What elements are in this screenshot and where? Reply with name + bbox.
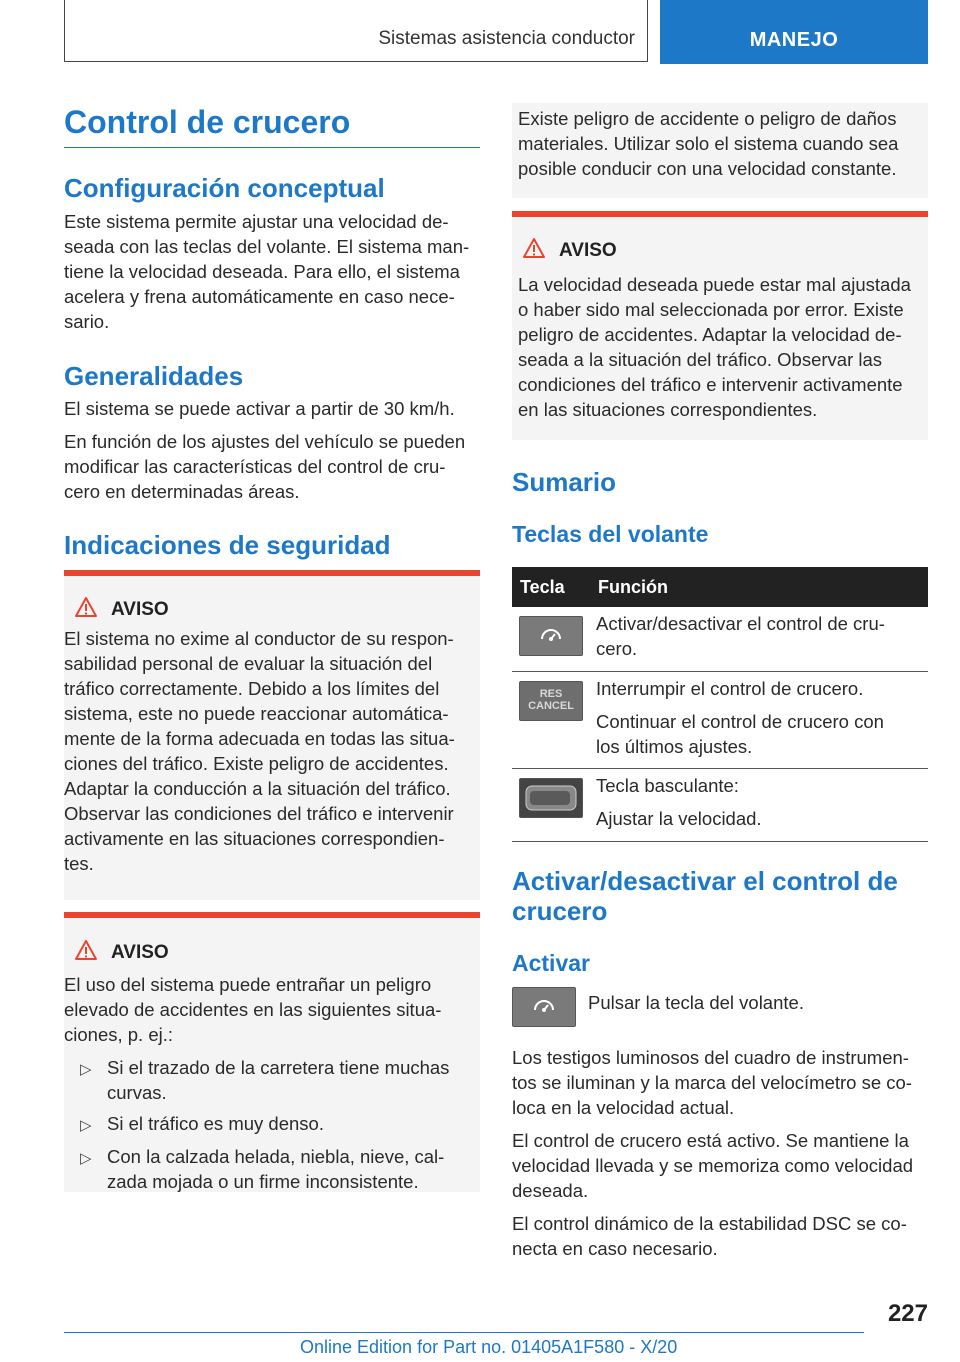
warning-line: El sistema no exime al conductor de su respon- [64, 628, 454, 649]
body-line: velocidad llevada y se memoriza como velocidad [512, 1155, 914, 1176]
bullet-line: Con la calzada helada, niebla, nieve, cal- [107, 1146, 445, 1167]
bullet-triangle-icon: ▷ [80, 1150, 92, 1167]
concept-line-3: acelera y frena automáticamente en caso nece- [64, 286, 455, 307]
warning-bar [512, 211, 928, 217]
bullet-line: Si el tráfico es muy denso. [107, 1113, 324, 1134]
keys-heading: Teclas del volante [512, 521, 709, 547]
function-line: los últimos ajustes. [596, 736, 753, 757]
table-header-row [512, 567, 928, 607]
warning-line: tráfico correctamente. Debido a los límites del [64, 678, 440, 699]
warning-triangle-icon [74, 939, 98, 961]
bullet-triangle-icon: ▷ [80, 1117, 92, 1134]
general-p2-line-0: En función de los ajustes del vehículo se pueden [64, 431, 466, 452]
section-title-box [64, 0, 648, 62]
body-line: El control dinámico de la estabilidad DSC se co- [512, 1213, 907, 1234]
table-row [512, 607, 928, 672]
cruise-control-icon [520, 617, 582, 655]
warning-line: sabilidad personal de evaluar la situación del [64, 653, 433, 674]
warning-line: elevado de accidentes en las siguientes situa- [64, 999, 442, 1020]
bullet-line: zada mojada o un firme inconsistente. [107, 1171, 419, 1192]
warning-line: peligro de accidentes. Adaptar la velocidad de- [518, 324, 902, 345]
concept-line-4: sario. [64, 311, 110, 332]
page-header [64, 0, 928, 64]
cruise-control-key [512, 987, 576, 1027]
chapter-tab-label: MANEJO [749, 29, 839, 51]
body-line: necta en caso necesario. [512, 1238, 718, 1259]
activar-text: Pulsar la tecla del volante. [588, 992, 804, 1013]
edition-text: Online Edition for Part no. 01405A1F580 - X/20 [300, 1337, 678, 1357]
concept-heading: Configuración conceptual [64, 173, 385, 203]
table-cell-function [590, 607, 928, 672]
warning-box-1 [64, 570, 480, 900]
activate-heading [512, 866, 898, 926]
warning-line: posible conducir con una velocidad constante. [518, 158, 897, 179]
function-line: Tecla basculante: [596, 775, 739, 796]
table-header-key: Tecla [512, 567, 590, 607]
res-cancel-key [519, 681, 583, 721]
function-line: Activar/desactivar el control de cru- [596, 613, 885, 634]
rocker-switch-key [519, 778, 583, 818]
res-cancel-icon [520, 688, 582, 712]
activar-heading: Activar [512, 950, 590, 976]
footer-rule [64, 1332, 864, 1333]
body-line: loca en la velocidad actual. [512, 1097, 735, 1118]
warning-line: Existe peligro de accidente o peligro de daños [518, 108, 897, 129]
concept-line-0: Este sistema permite ajustar una velocidad de- [64, 211, 449, 232]
warning-line: La velocidad deseada puede estar mal ajustada [518, 274, 911, 295]
general-p2-line-1: modificar las características del control de cru- [64, 456, 446, 477]
warning-line: tes. [64, 853, 94, 874]
warning-bar [64, 912, 480, 918]
warning-line: activamente en las situaciones correspondien- [64, 828, 445, 849]
body-line: Los testigos luminosos del cuadro de instrumen- [512, 1047, 909, 1068]
warning-triangle-icon [522, 237, 546, 259]
warning-line: o haber sido mal seleccionada por error. Existe [518, 299, 904, 320]
rocker-switch-icon [520, 779, 582, 817]
general-paragraph-1: El sistema se puede activar a partir de 30 km/h. [64, 398, 455, 419]
function-line: cero. [596, 638, 638, 659]
warning-box-2 [64, 912, 480, 1192]
concept-line-1: seada con las teclas del volante. El sistema man- [64, 236, 470, 257]
cancel-label: CANCEL [528, 700, 574, 712]
safety-heading: Indicaciones de seguridad [64, 530, 391, 560]
warning-title: AVISO [559, 240, 617, 261]
summary-heading: Sumario [512, 467, 617, 497]
keys-table [512, 567, 928, 842]
warning-continuation [512, 103, 928, 198]
warning-triangle-icon [74, 596, 98, 618]
page-title: Control de crucero [64, 104, 351, 140]
warning-line: mente de la forma adecuada en todas las situa- [64, 728, 455, 749]
table-cell-function [590, 672, 928, 769]
warning-line: materiales. Utilizar solo el sistema cuando sea [518, 133, 899, 154]
warning-title: AVISO [111, 942, 169, 963]
warning-line: Observar las condiciones del tráfico e intervenir [64, 803, 454, 824]
function-line: Ajustar la velocidad. [596, 808, 762, 829]
table-header-function: Función [590, 567, 928, 607]
activate-heading-line: Activar/desactivar el control de [512, 866, 898, 896]
table-cell-key [512, 672, 590, 769]
function-line: Continuar el control de crucero con [596, 711, 884, 732]
warning-line: El uso del sistema puede entrañar un peligro [64, 974, 432, 995]
body-line: tos se iluminan y la marca del velocímetro se co- [512, 1072, 912, 1093]
table-row [512, 769, 928, 842]
table-cell-key [512, 607, 590, 672]
section-title: Sistemas asistencia conductor [378, 28, 635, 49]
activate-heading-line: crucero [512, 896, 608, 926]
general-p2-line-2: cero en determinadas áreas. [64, 481, 300, 502]
cruise-control-icon [513, 988, 575, 1026]
warning-line: sistema, este no puede reaccionar automática- [64, 703, 449, 724]
table-cell-key [512, 769, 590, 842]
table-row [512, 672, 928, 769]
warning-line: Adaptar la conducción a la situación del tráfico. [64, 778, 451, 799]
body-line: El control de crucero está activo. Se mantiene la [512, 1130, 909, 1151]
warning-line: ciones, p. ej.: [64, 1024, 174, 1045]
warning-title: AVISO [111, 599, 169, 620]
warning-bar [64, 570, 480, 576]
general-heading: Generalidades [64, 361, 244, 391]
page-number: 227 [887, 1300, 928, 1327]
function-line: Interrumpir el control de crucero. [596, 678, 864, 699]
cruise-control-key [519, 616, 583, 656]
body-line: deseada. [512, 1180, 589, 1201]
warning-box-3 [512, 211, 928, 440]
table-cell-function [590, 769, 928, 842]
warning-line: ciones del tráfico. Existe peligro de accidentes. [64, 753, 449, 774]
warning-line: condiciones del tráfico e intervenir activamente [518, 374, 903, 395]
warning-line: seada a la situación del tráfico. Observar las [518, 349, 883, 370]
warning-line: en las situaciones correspondientes. [518, 399, 818, 420]
bullet-line: curvas. [107, 1082, 167, 1103]
res-label: RES [539, 688, 563, 700]
bullet-triangle-icon: ▷ [80, 1061, 92, 1078]
title-rule [64, 147, 480, 148]
chapter-tab[interactable] [660, 0, 928, 64]
bullet-line: Si el trazado de la carretera tiene muchas [107, 1057, 450, 1078]
concept-line-2: tiene la velocidad deseada. Para ello, el sistema [64, 261, 460, 282]
